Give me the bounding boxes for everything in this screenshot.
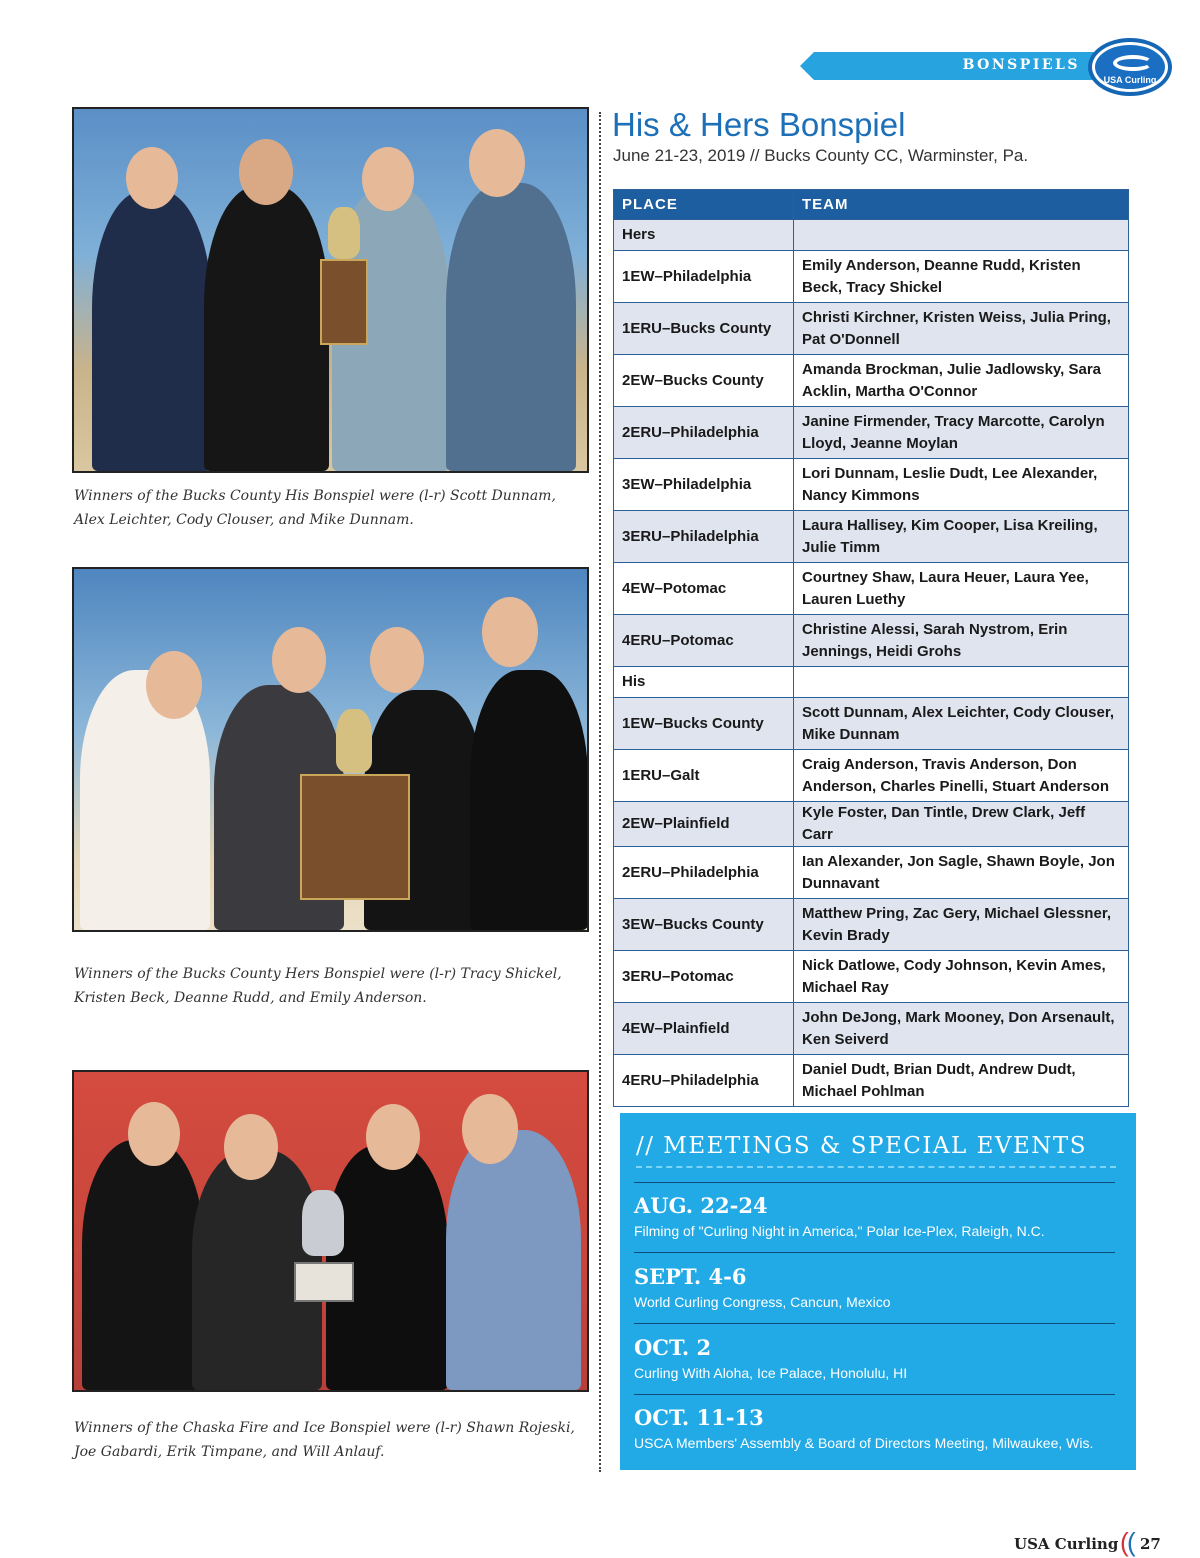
table-row (614, 303, 1129, 355)
header-team: TEAM (794, 190, 1129, 220)
place-cell: 1EW–Bucks County (614, 698, 794, 750)
table-row (614, 355, 1129, 407)
caption-photo-3: Winners of the Chaska Fire and Ice Bonspiel were (l-r) Shawn Rojeski, Joe Gabardi, Erik Timpane, and Will Anlauf. (74, 1420, 575, 1460)
article-title: His & Hers Bonspiel (612, 106, 906, 143)
team-cell: Matthew Pring, Zac Gery, Michael Glessner, Kevin Brady (794, 899, 1129, 951)
team-cell: Christine Alessi, Sarah Nystrom, Erin Jennings, Heidi Grohs (794, 615, 1129, 667)
team-cell: Kyle Foster, Dan Tintle, Drew Clark, Jeff Carr (794, 802, 1129, 847)
article-subtitle: June 21-23, 2019 // Bucks County CC, Warminster, Pa. (613, 146, 1029, 165)
team-cell: John DeJong, Mark Mooney, Don Arsenault, Ken Seiverd (794, 1003, 1129, 1055)
table-row (614, 251, 1129, 303)
usa-curling-logo (1088, 38, 1172, 96)
footer-paren-blue: ( (1127, 1527, 1136, 1557)
caption-photo-2: Winners of the Bucks County Hers Bonspiel were (l-r) Tracy Shickel, Kristen Beck, Deanne Rudd, and Emily Anderson. (74, 966, 562, 1006)
team-cell: Lori Dunnam, Leslie Dudt, Lee Alexander, Nancy Kimmons (794, 459, 1129, 511)
events-title: // MEETINGS & SPECIAL EVENTS (636, 1133, 1088, 1159)
event-desc: USCA Members' Assembly & Board of Directors Meeting, Milwaukee, Wis. (634, 1435, 1094, 1451)
event-divider (634, 1252, 1115, 1253)
place-cell: 4ERU–Potomac (614, 615, 794, 667)
place-cell: 2ERU–Philadelphia (614, 407, 794, 459)
place-cell: 1ERU–Galt (614, 750, 794, 802)
place-cell: 2EW–Plainfield (614, 802, 794, 847)
table-row (614, 1055, 1129, 1107)
results-table (613, 189, 1129, 1107)
team-cell: Emily Anderson, Deanne Rudd, Kristen Beck, Tracy Shickel (794, 251, 1129, 303)
event-desc: World Curling Congress, Cancun, Mexico (634, 1294, 891, 1310)
table-row (614, 750, 1129, 802)
logo-text: USA Curling (1103, 75, 1157, 85)
event-date: AUG. 22-24 (634, 1193, 768, 1218)
section-label: BONSPIELS (962, 57, 1080, 73)
team-cell: Courtney Shaw, Laura Heuer, Laura Yee, Lauren Luethy (794, 563, 1129, 615)
team-cell: Amanda Brockman, Julie Jadlowsky, Sara Acklin, Martha O'Connor (794, 355, 1129, 407)
team-cell: Scott Dunnam, Alex Leichter, Cody Clouser, Mike Dunnam (794, 698, 1129, 750)
table-row (614, 899, 1129, 951)
photo-his-winners (72, 107, 589, 473)
footer-paren-red: ( (1120, 1527, 1129, 1557)
photo-chaska-winners (72, 1070, 589, 1392)
place-cell: 4ERU–Philadelphia (614, 1055, 794, 1107)
events-title-underline (636, 1166, 1116, 1168)
place-cell: 4EW–Plainfield (614, 1003, 794, 1055)
team-cell: Craig Anderson, Travis Anderson, Don Anderson, Charles Pinelli, Stuart Anderson (794, 750, 1129, 802)
table-row (614, 220, 1129, 251)
table-row (614, 615, 1129, 667)
event-desc: Filming of "Curling Night in America," Polar Ice-Plex, Raleigh, N.C. (634, 1223, 1045, 1239)
event-divider (634, 1394, 1115, 1395)
team-cell: Laura Hallisey, Kim Cooper, Lisa Kreiling, Julie Timm (794, 511, 1129, 563)
page-number: 27 (1140, 1535, 1161, 1553)
table-row (614, 847, 1129, 899)
place-cell: 3EW–Bucks County (614, 899, 794, 951)
event-desc: Curling With Aloha, Ice Palace, Honolulu, HI (634, 1365, 908, 1381)
event-date: SEPT. 4-6 (634, 1264, 747, 1289)
team-cell (794, 220, 1129, 251)
column-divider (599, 112, 601, 1472)
team-cell: Ian Alexander, Jon Sagle, Shawn Boyle, Jon Dunnavant (794, 847, 1129, 899)
place-cell: 1EW–Philadelphia (614, 251, 794, 303)
event-date: OCT. 2 (634, 1335, 712, 1360)
place-cell: 3EW–Philadelphia (614, 459, 794, 511)
team-cell (794, 667, 1129, 698)
place-cell: His (614, 667, 794, 698)
table-row (614, 563, 1129, 615)
place-cell: 1ERU–Bucks County (614, 303, 794, 355)
table-row (614, 667, 1129, 698)
place-cell: 3ERU–Philadelphia (614, 511, 794, 563)
place-cell: 2EW–Bucks County (614, 355, 794, 407)
header-place: PLACE (614, 190, 794, 220)
table-row (614, 698, 1129, 750)
footer-publication: USA Curling (1014, 1535, 1119, 1553)
event-divider (634, 1182, 1115, 1183)
table-row (614, 802, 1129, 847)
place-cell: 3ERU–Potomac (614, 951, 794, 1003)
team-cell: Janine Firmender, Tracy Marcotte, Carolyn Lloyd, Jeanne Moylan (794, 407, 1129, 459)
photo-hers-winners (72, 567, 589, 932)
event-divider (634, 1323, 1115, 1324)
meetings-events-box (620, 1113, 1136, 1470)
event-date: OCT. 11-13 (634, 1405, 764, 1430)
table-header-row (614, 190, 1129, 220)
place-cell: Hers (614, 220, 794, 251)
table-row (614, 511, 1129, 563)
table-row (614, 1003, 1129, 1055)
table-row (614, 407, 1129, 459)
table-row (614, 459, 1129, 511)
team-cell: Christi Kirchner, Kristen Weiss, Julia Pring, Pat O'Donnell (794, 303, 1129, 355)
caption-photo-1: Winners of the Bucks County His Bonspiel were (l-r) Scott Dunnam, Alex Leichter, Cody Clouser, and Mike Dunnam. (74, 488, 556, 528)
place-cell: 4EW–Potomac (614, 563, 794, 615)
table-row (614, 951, 1129, 1003)
place-cell: 2ERU–Philadelphia (614, 847, 794, 899)
team-cell: Nick Datlowe, Cody Johnson, Kevin Ames, Michael Ray (794, 951, 1129, 1003)
team-cell: Daniel Dudt, Brian Dudt, Andrew Dudt, Michael Pohlman (794, 1055, 1129, 1107)
